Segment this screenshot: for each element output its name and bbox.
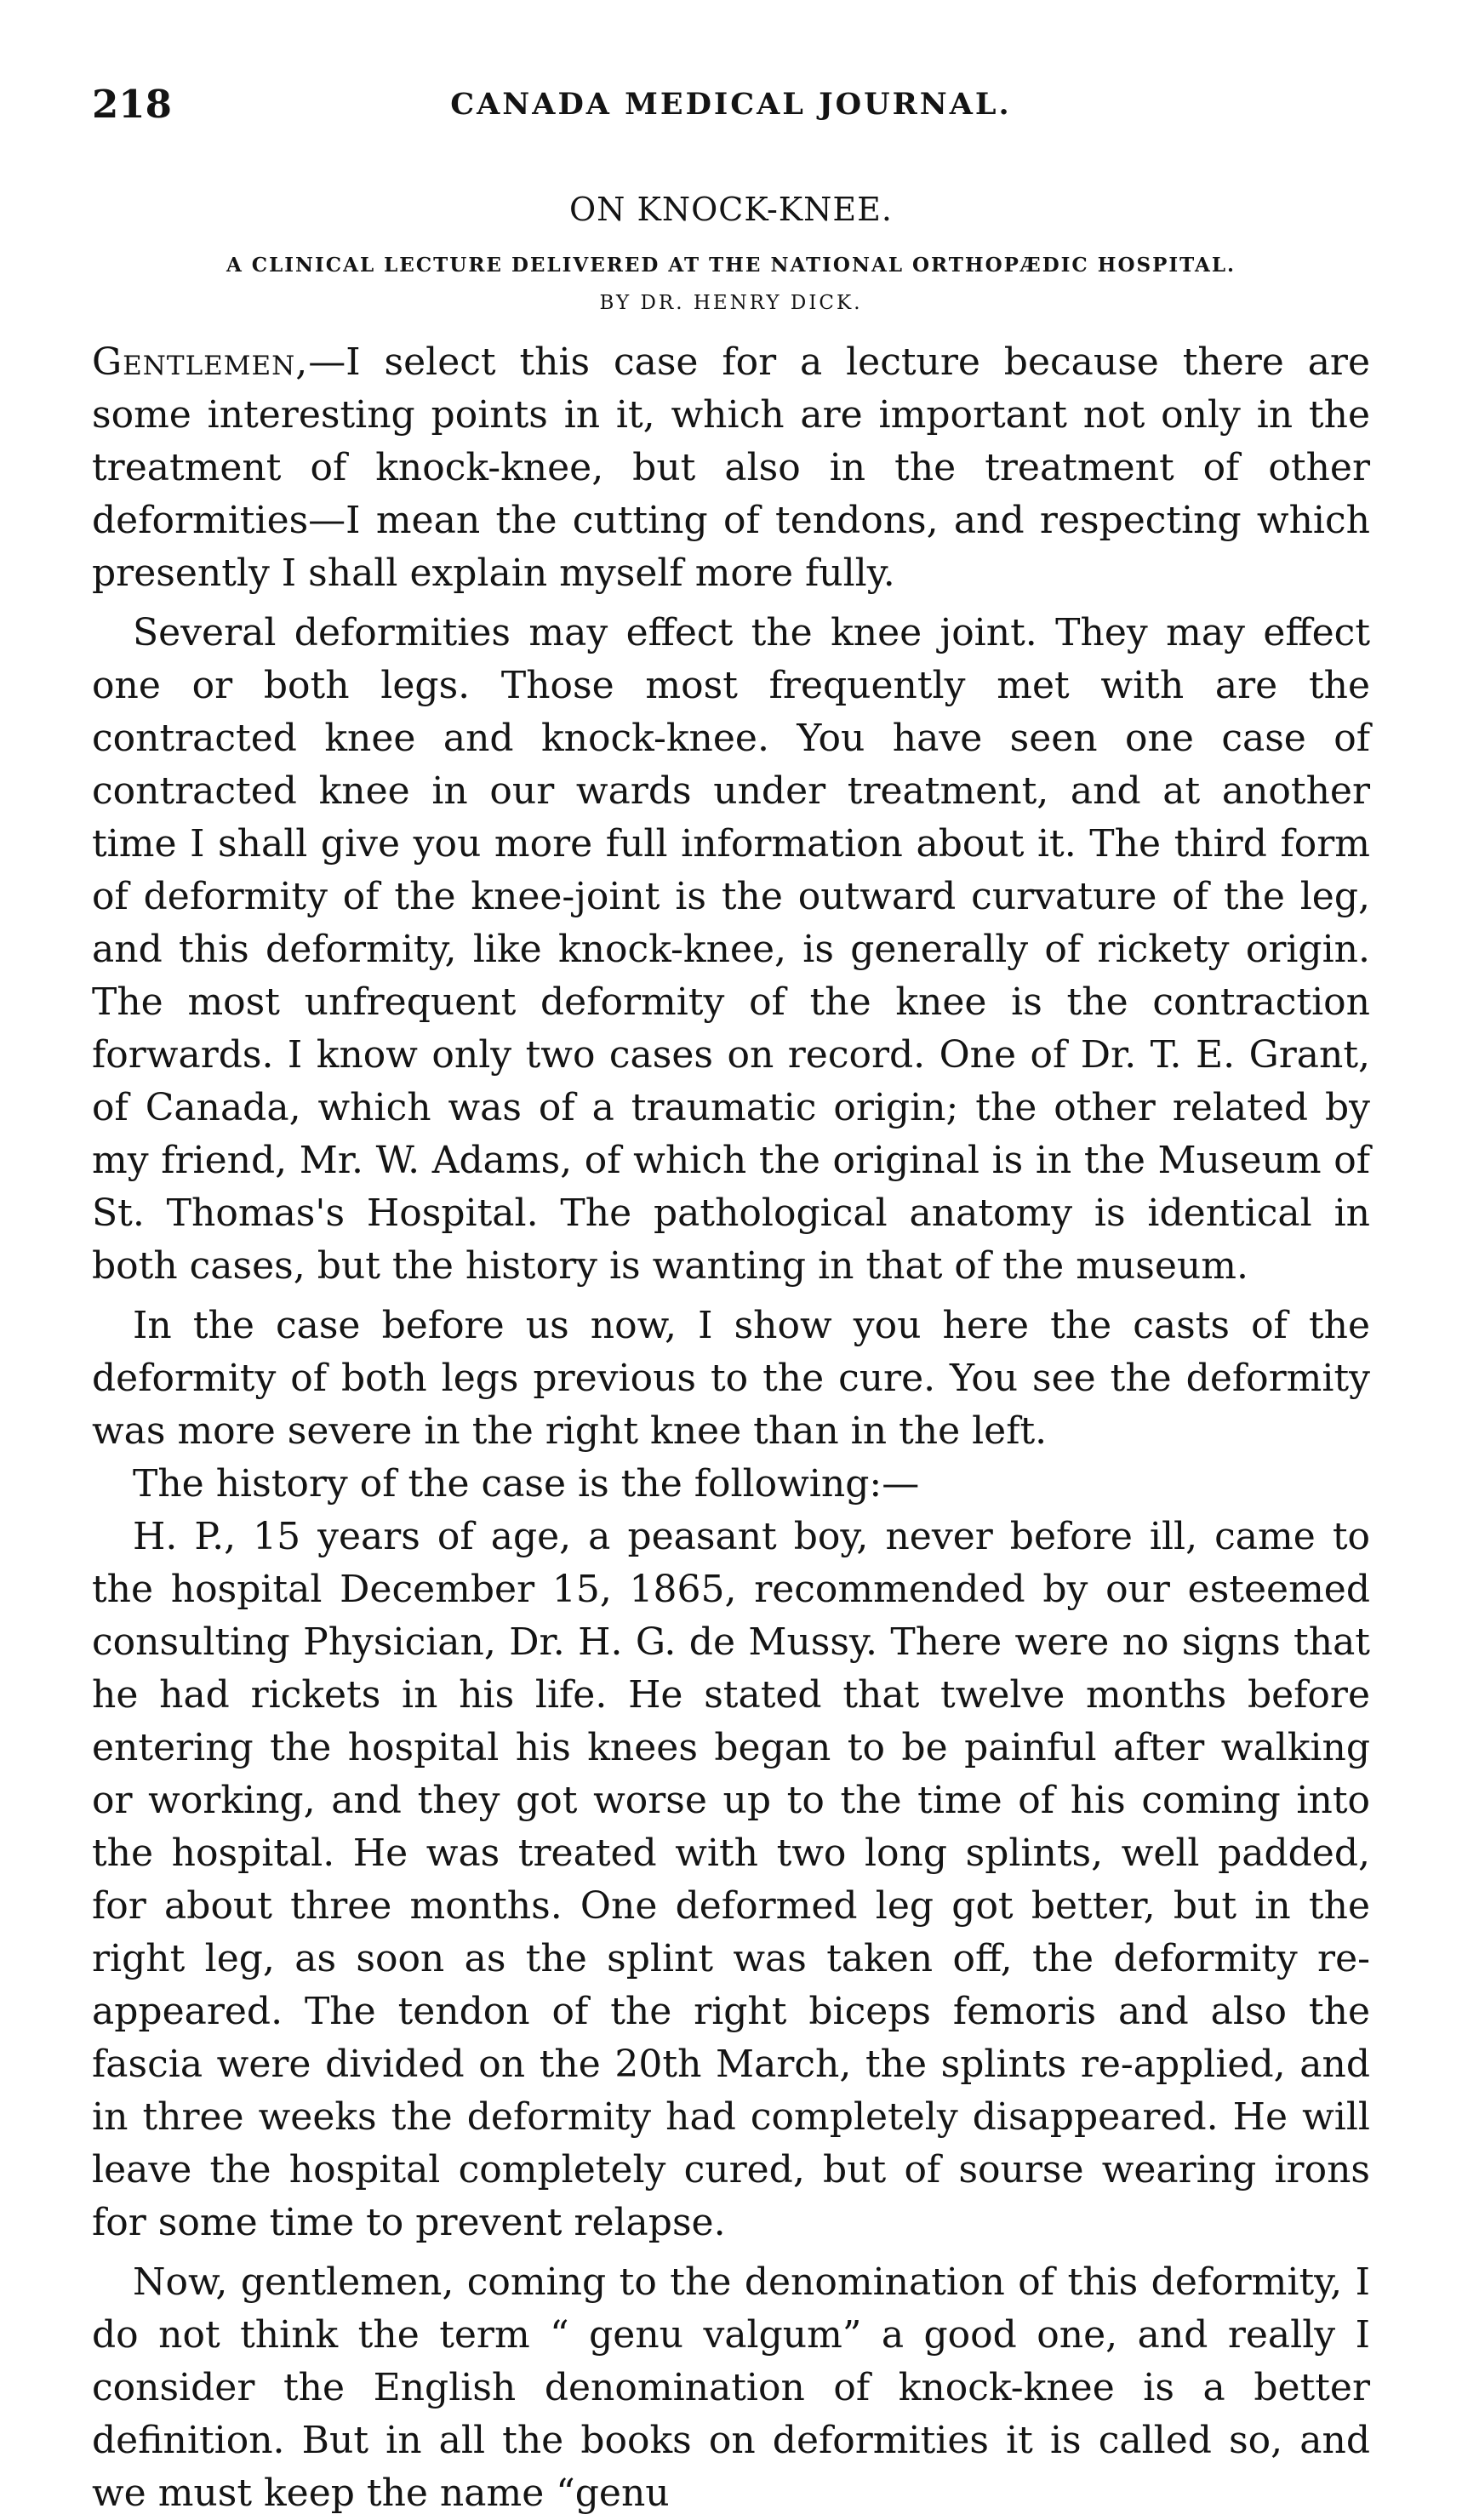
paragraph-6: Now, gentlemen, coming to the denomination of this deformity, I do not think the term “ genu valgum” a good one, and really I consider the English denomination of knock-knee is a better definition. But in all the books on deformities it is called so, and we must keep the name “genu xyxy=(92,2260,1370,2515)
page-number: 218 xyxy=(92,82,172,127)
paragraph-5: H. P., 15 years of age, a peasant boy, never before ill, came to the hospital December 15, 1865, recommended by our esteemed consulting Physician, Dr. H. G. de Mussy. There were no signs that he had rickets in his life. He stated that twelve months before entering the hospital his knees began to be painful after walking or working, and they got worse up to the time of his coming into the hospital. He was treated with two long splints, well padded, for about three months. One deformed leg got better, but in the right leg, as soon as the splint was taken off, the deformity re-appeared. The tendon of the right biceps femoris and also the fascia were divided on the 20th March, the splints re-applied, and in three weeks the deformity had completely disappeared. He will leave the hospital completely cured, but of sourse wearing irons for some time to prevent relapse. xyxy=(92,1515,1370,2244)
article-subtitle: A CLINICAL LECTURE DELIVERED AT THE NATIONAL ORTHOPÆDIC HOSPITAL. xyxy=(226,254,1236,277)
journal-title: CANADA MEDICAL JOURNAL. xyxy=(450,87,1012,122)
paragraph-3: In the case before us now, I show you here the casts of the deformity of both legs previous to the cure. You see the deformity was more severe in the right knee than in the left. xyxy=(92,1304,1370,1453)
paragraph-1-text: —I select this case for a lecture because there are some interesting points in it, which are important not only in the treatment of knock-knee, but also in the treatment of other deformities—I mean the cutting of tendons, and respecting which presently I shall explain myself more fully. xyxy=(92,340,1370,595)
paragraph-2: Several deformities may effect the knee joint. They may effect one or both legs. Those most frequently met with are the contracted knee and knock-knee. You have seen one case of contracted knee in our wards under treatment, and at another time I shall give you more full information about it. The third form of deformity of the knee-joint is the outward curvature of the leg, and this deformity, like knock-knee, is generally of rickety origin. The most unfrequent deformity of the knee is the contraction forwards. I know only two cases on record. One of Dr. T. E. Grant, of Canada, which was of a traumatic origin; the other related by my friend, Mr. W. Adams, of which the original is in the Museum of St. Thomas's Hospital. The pathological anatomy is identical in both cases, but the history is wanting in that of the museum. xyxy=(92,611,1370,1288)
running-head xyxy=(92,82,1370,138)
paragraph-4: The history of the case is the following:— xyxy=(133,1462,920,1506)
salutation: Gentlemen, xyxy=(92,340,309,384)
article-byline: BY DR. HENRY DICK. xyxy=(599,292,863,314)
article-body xyxy=(92,336,1370,2520)
article-title: ON KNOCK-KNEE. xyxy=(568,191,893,228)
paragraph-1 xyxy=(92,336,1370,600)
